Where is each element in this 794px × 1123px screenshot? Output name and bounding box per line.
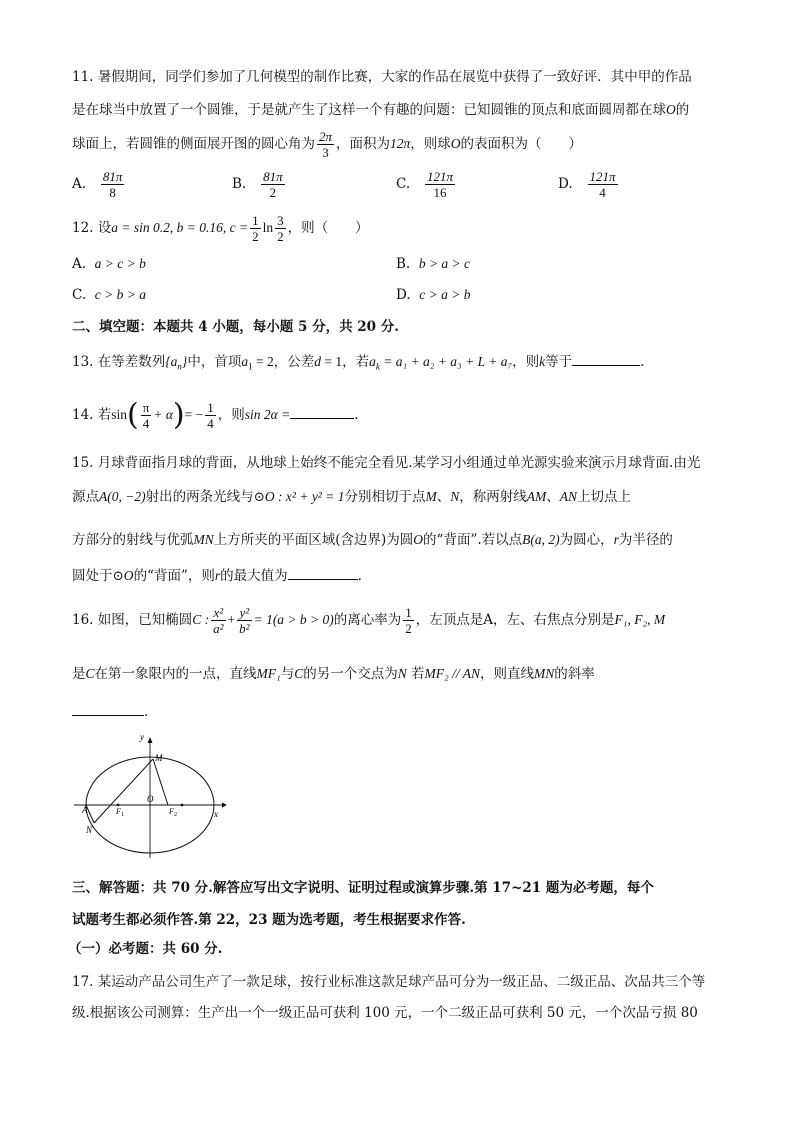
q15-mn: MN	[193, 532, 214, 547]
q15-point-a: A(0, −2)	[99, 489, 146, 504]
label-a: A	[82, 805, 88, 815]
q16-mf1: MF₁	[256, 666, 281, 681]
q11-option-c-label: C.	[396, 176, 411, 192]
q13-k: k	[539, 354, 546, 369]
section-3-heading-line2: 试题考生都必须作答.第 22，23 题为选考题，考生根据要求作答.	[72, 912, 466, 928]
q13-expr	[369, 354, 513, 372]
q13-seq-sub: n	[177, 361, 182, 372]
q11-line3	[72, 128, 582, 160]
q11-line3-b: ，面积为	[336, 136, 391, 152]
q11-option-c[interactable]	[396, 166, 457, 202]
q16-l2-e: 若	[411, 666, 425, 682]
q16-y2: y²	[237, 605, 251, 621]
q11-line3-d: 的表面积为（ ）	[460, 136, 583, 152]
label-x: x	[214, 809, 218, 819]
q11-line3-c: ，则球	[410, 136, 451, 152]
q16-e-num: 1	[405, 605, 412, 620]
q16-mn: MN	[533, 666, 555, 681]
label-y: y	[140, 732, 144, 742]
q14-sin: sin	[111, 407, 128, 422]
q15-l2-d: 、	[436, 489, 451, 505]
label-f2: F	[169, 807, 174, 816]
q12-half	[250, 213, 261, 244]
q16-n: N	[397, 666, 407, 681]
label-f1-sub: 1	[121, 812, 124, 818]
q12-half-den: 2	[252, 229, 259, 244]
q12-prefix: 12. 设	[72, 220, 112, 236]
q16-l2-f: ，则直线	[479, 666, 534, 682]
q15-line3	[72, 531, 673, 549]
q12-option-c-text: c > b > a	[94, 287, 146, 302]
q13-seq-end: }	[181, 354, 188, 369]
q13-d: d	[314, 354, 321, 369]
q15-l2-b: 射出的两条光线与	[145, 489, 254, 505]
q11-option-a-num: 81π	[102, 169, 123, 184]
q15-l4-a: 圆处于	[72, 568, 113, 584]
q16-l2-c2: 与	[280, 666, 295, 682]
q11-option-d-den: 4	[599, 185, 606, 200]
q17-line1: 17. 某运动产品公司生产了一款足球，按行业标准这款足球产品可分为一级正品、二级正品、次品共三个等	[72, 974, 706, 990]
q15-l3-c: 的“背面”.若以点	[423, 532, 523, 548]
q16-e-den: 2	[405, 621, 412, 636]
y-axis-arrow-icon	[148, 737, 153, 743]
q15-o: O	[413, 532, 424, 547]
x-axis-arrow-icon	[222, 803, 227, 808]
q16-b2: b²	[239, 621, 250, 636]
q12-option-d[interactable]	[396, 286, 470, 304]
q12-option-c-label: C.	[72, 287, 87, 303]
q16-l2-b: 在第一象限内的一点，直线	[94, 666, 257, 682]
section-3-heading-line1: 三、解答题：共 70 分.解答应写出文字说明、证明过程或演算步骤.第 17~21 题为必考题，每个	[72, 880, 654, 896]
q16-e-frac	[403, 605, 414, 636]
q14-answer-blank[interactable]	[290, 406, 354, 419]
q11-area: 12π	[390, 136, 411, 151]
q11-option-b[interactable]	[232, 166, 287, 202]
q12-option-d-label: D.	[396, 287, 411, 303]
q13-expr-base: a	[369, 354, 376, 369]
q15-l2-e: ，称两射线	[459, 489, 527, 505]
subsection-required: （一）必考题：共 60 分.	[68, 941, 223, 957]
q11-option-d-frac	[588, 169, 618, 200]
q14-end: .	[354, 407, 359, 423]
q14-b: ，则	[217, 407, 245, 423]
q16-foci: F₁, F₂, M	[614, 612, 666, 627]
q16-a: 16. 如图，已知椭圆	[72, 612, 193, 628]
q13-f: ，则	[512, 354, 540, 370]
ellipse-figure	[70, 732, 230, 862]
q13-end: .	[640, 354, 645, 370]
q12-option-a[interactable]	[72, 255, 146, 273]
q11-option-b-den: 2	[269, 185, 277, 200]
q12-option-b[interactable]	[396, 255, 470, 273]
q16-end: .	[144, 704, 149, 720]
q14-left-paren: (	[127, 397, 139, 433]
line-mf2	[153, 759, 168, 805]
q12-ln: ln	[262, 220, 274, 235]
q11-line2-text: 是在球当中放置了一个圆锥，于是就产生了这样一个有趣的问题：已知圆锥的顶点和底面圆周都在球	[72, 102, 666, 118]
q16-answer-blank[interactable]	[72, 703, 144, 716]
q16-l2-cvar: C	[294, 666, 304, 681]
q12-stem	[72, 210, 369, 246]
q11-option-d-label: D.	[558, 176, 573, 192]
q11-angle-fraction	[317, 129, 334, 160]
q15-circle-o: ⊙O	[112, 568, 134, 583]
q14-c: sin 2α =	[244, 407, 291, 422]
q15-l4-b: 的“背面”，则	[133, 568, 215, 584]
label-f1: F	[116, 807, 121, 816]
q12-expr-a: a = sin 0.2, b = 0.16, c =	[111, 220, 249, 235]
q12-option-a-label: A.	[72, 256, 87, 272]
q11-line1: 11. 暑假期间，同学们参加了几何模型的制作比赛，大家的作品在展览中获得了一致好评．其中甲的作品	[72, 69, 692, 85]
q16-x2: x²	[211, 605, 225, 621]
q16-plus: +	[227, 612, 236, 627]
q11-option-b-label: B.	[232, 176, 247, 192]
q12-suffix: ，则（ ）	[287, 220, 369, 236]
q12-option-b-text: b > a > c	[418, 256, 471, 271]
q14-right-paren: )	[172, 397, 185, 433]
point-f2	[181, 804, 184, 807]
section-2-heading: 二、填空题：本题共 4 小题，每小题 5 分，共 20 分.	[72, 319, 399, 335]
q15-r2: r	[214, 568, 221, 583]
q11-option-c-frac	[425, 169, 455, 200]
q15-answer-blank[interactable]	[288, 567, 358, 580]
q15-end: .	[357, 568, 362, 584]
q14-stem	[72, 395, 358, 435]
q16-parallel: MF₂ // AN	[424, 666, 480, 681]
q15-line2	[72, 488, 631, 506]
label-n: N	[86, 825, 93, 835]
q14-a: 14. 若	[72, 407, 112, 423]
q11-line2-tail: 的	[675, 102, 690, 118]
q15-line1: 15. 月球背面指月球的背面，从地球上始终不能完全看见.某学习小组通过单光源实验来演示月球背面.由光	[72, 455, 701, 471]
q11-angle-den: 3	[322, 145, 329, 160]
q11-line2-var: O	[666, 102, 676, 117]
label-m: M	[155, 753, 163, 763]
q16-x-frac	[211, 605, 225, 636]
q12-option-b-label: B.	[396, 256, 411, 272]
q13-a1-base: a	[241, 354, 249, 369]
q13-stem	[72, 353, 644, 376]
q11-line2	[72, 101, 689, 119]
q11-line3-a: 球面上，若圆锥的侧面展开图的圆心角为	[72, 136, 315, 152]
q15-point-b: B(a, 2)	[522, 532, 560, 547]
q13-a1	[241, 354, 274, 372]
q16-a2: a²	[213, 621, 224, 636]
q16-eq: = 1(a > b > 0)	[253, 612, 334, 627]
q13-e: ，若	[342, 354, 370, 370]
q14-pi: π	[142, 400, 150, 415]
q12-option-d-text: c > a > b	[419, 287, 471, 302]
q14-plus-alpha: + α	[153, 407, 173, 422]
q14-one: 1	[207, 400, 214, 415]
q14-four: 4	[142, 416, 150, 431]
q15-an: AN	[559, 489, 577, 504]
label-o: O	[147, 794, 154, 804]
q12-frac	[275, 213, 286, 244]
q12-half-num: 1	[252, 213, 259, 228]
q15-n: N	[450, 489, 460, 504]
q16-l2-d: 的另一个交点为	[303, 666, 398, 682]
q11-option-c-den: 16	[433, 185, 447, 200]
q11-option-a-den: 8	[109, 185, 116, 200]
q16-line1	[72, 600, 665, 640]
q16-l2-g: 的斜率	[554, 666, 595, 682]
q16-l2-a: 是	[72, 666, 86, 682]
q11-option-a-label: A.	[72, 176, 87, 192]
q15-l3-d: 为圆心，	[559, 532, 614, 548]
q16-c-var: C :	[192, 612, 210, 627]
q13-seq	[165, 354, 188, 372]
q13-b: 中，首项	[187, 354, 242, 370]
q13-g: 等于	[545, 354, 573, 370]
q15-line4	[72, 567, 362, 585]
q12-frac-num: 3	[277, 213, 284, 228]
q12-frac-den: 2	[277, 229, 284, 244]
q13-d-eq: = 1	[320, 354, 343, 369]
q16-line2	[72, 665, 595, 683]
q16-c: ，左顶点是A，左、右焦点分别是	[415, 612, 615, 628]
q15-m: M	[425, 489, 437, 504]
q12-option-a-text: a > c > b	[94, 256, 146, 271]
q11-option-a[interactable]	[72, 166, 126, 202]
q11-option-b-num: 81π	[263, 169, 283, 184]
q15-l2-c: 分别相切于点	[344, 489, 426, 505]
q11-option-a-frac	[101, 169, 125, 200]
q12-option-c[interactable]	[72, 286, 146, 304]
q13-expr-sub: k	[375, 361, 380, 372]
q16-l2-c: C	[85, 666, 95, 681]
point-f1	[117, 804, 120, 807]
q11-option-d[interactable]	[558, 166, 620, 202]
q11-option-c-num: 121π	[427, 169, 454, 184]
q15-l2-a: 源点	[72, 489, 99, 505]
q13-a: 13. 在等差数列	[72, 354, 166, 370]
q13-c: ，公差	[273, 354, 315, 370]
q15-l2-f: 、	[546, 489, 560, 505]
q14-eq: = −	[184, 407, 204, 422]
q13-answer-blank[interactable]	[572, 353, 640, 366]
q11-option-d-num: 121π	[589, 169, 616, 184]
q15-l4-c: 的最大值为	[220, 568, 288, 584]
label-f2-sub: 2	[174, 812, 177, 818]
q15-l3-a: 方部分的射线与优弧	[72, 532, 194, 548]
q16-y-frac	[237, 605, 251, 636]
q17-line2: 级.根据该公司测算：生产出一个一级正品可获利 100 元，一个二级正品可获利 50 元，一个次品亏损 80	[72, 1005, 698, 1021]
q15-r: r	[613, 532, 619, 547]
q15-l2-g: 上切点上	[577, 489, 631, 505]
q14-pi-frac	[141, 400, 152, 431]
q13-seq-base: {a	[165, 354, 178, 369]
q15-l3-b: 上方所夹的平面区域(含边界)为圆	[213, 532, 414, 548]
q15-am: AM	[526, 489, 547, 504]
q11-line3-var: O	[450, 136, 461, 151]
q15-l3-e: 为半径的	[618, 532, 673, 548]
q13-expr-rest: = a₁ + a₂ + a₃ + L + a₇	[379, 354, 513, 369]
q13-a1-sub: 1	[248, 361, 253, 372]
q13-a1-eq: = 2	[252, 354, 274, 369]
q11-option-b-frac	[261, 169, 285, 200]
q14-four2: 4	[207, 416, 214, 431]
q16-line3	[72, 703, 148, 721]
q14-quarter	[205, 400, 216, 431]
q16-b: 的离心率为	[333, 612, 402, 628]
q15-circle: ⊙O : x² + y² = 1	[253, 489, 345, 504]
q11-angle-num: 2π	[319, 129, 333, 144]
